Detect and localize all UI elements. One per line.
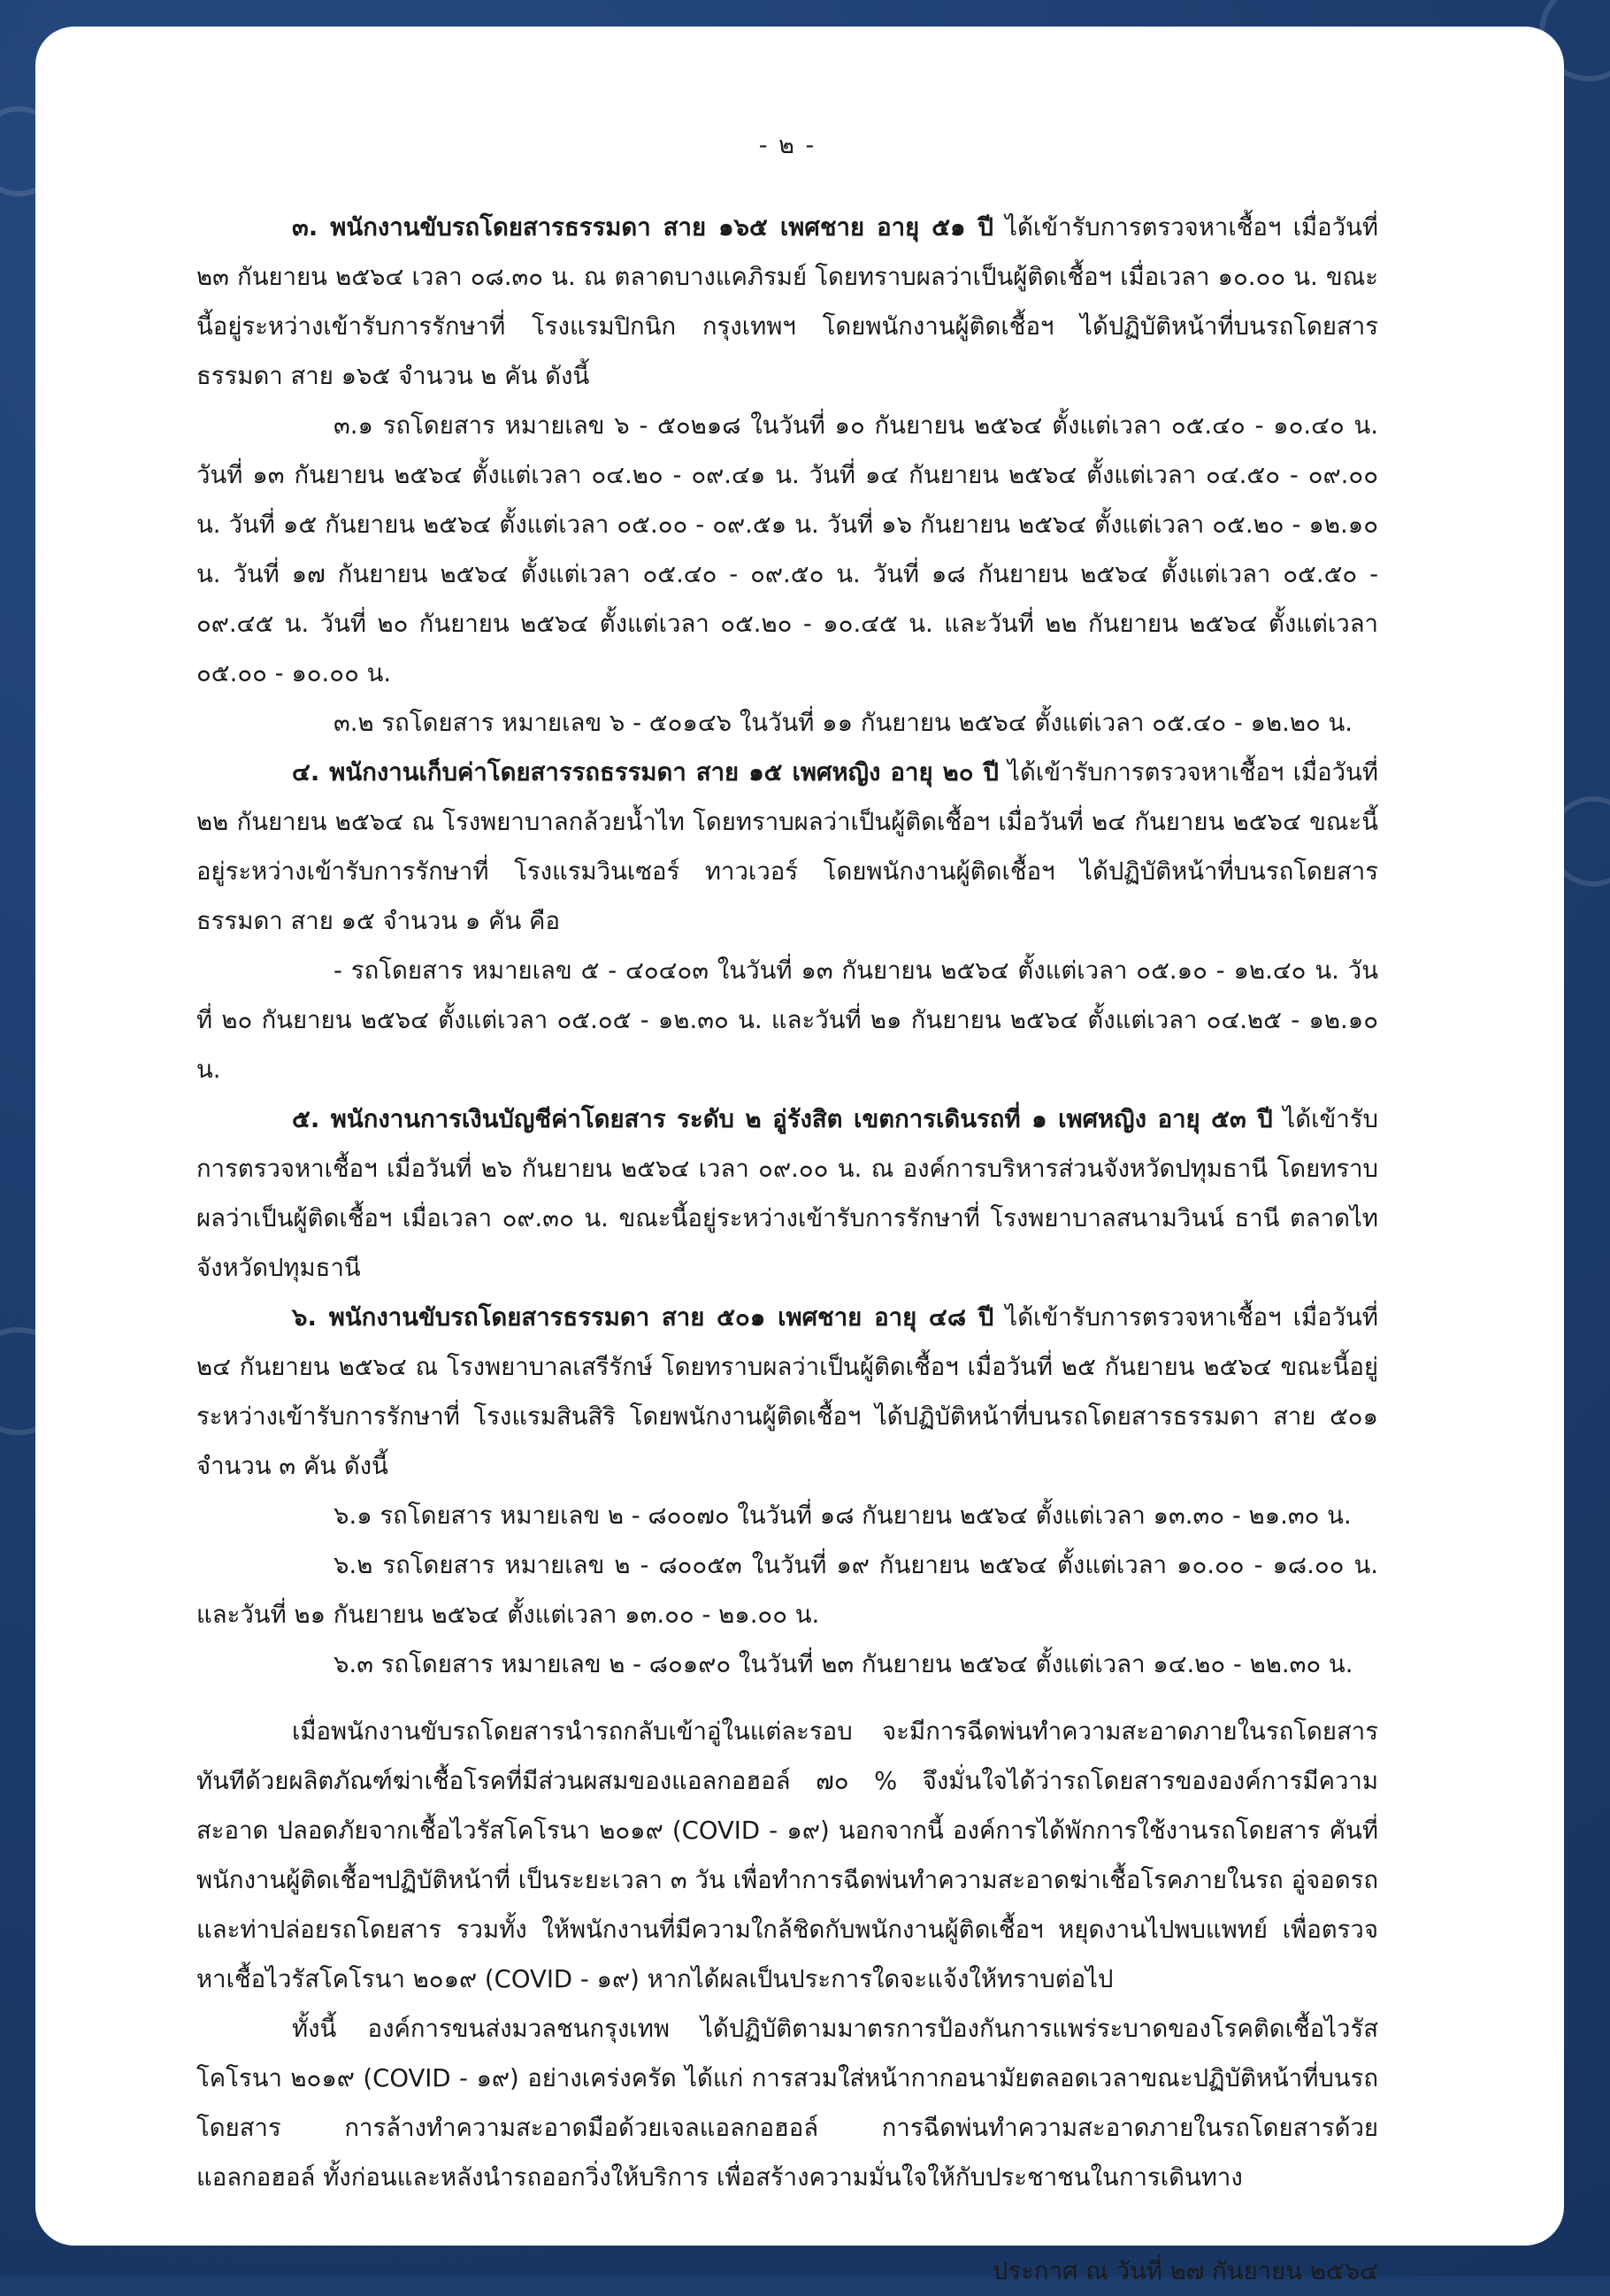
item-4-lead: ๔. พนักงานเก็บค่าโดยสารรถธรรมดา สาย ๑๕ เพศหญิง อายุ ๒๐ ปี: [292, 758, 999, 787]
item-6-lead: ๖. พนักงานขับรถโดยสารธรรมดา สาย ๕๐๑ เพศชาย อายุ ๔๘ ปี: [292, 1303, 994, 1332]
item-6-sub-2: ๖.๒ รถโดยสาร หมายเลข ๒ - ๘๐๐๕๓ ในวันที่ ๑๙ กันยายน ๒๕๖๔ ตั้งแต่เวลา ๑๐.๐๐ - ๑๘.๐๐ น. และวันที่ ๒๑ กันยายน ๒๕๖๔ ตั้งแต่เวลา ๑๓.๐๐ - ๒๑.๐๐ น.: [196, 1551, 1378, 1629]
item-4-sub-1: - รถโดยสาร หมายเลข ๕ - ๔๐๔๐๓ ในวันที่ ๑๓ กันยายน ๒๕๖๔ ตั้งแต่เวลา ๐๕.๑๐ - ๑๒.๔๐ น. วันที่ ๒๐ กันยายน ๒๕๖๔ ตั้งแต่เวลา ๐๕.๐๕ - ๑๒.๓๐ น. และวันที่ ๒๑ กันยายน ๒๕๖๔ ตั้งแต่เวลา ๐๔.๒๕ - ๑๒.๑๐ น.: [196, 956, 1378, 1084]
item-3-lead: ๓. พนักงานขับรถโดยสารธรรมดา สาย ๑๖๕ เพศชาย อายุ ๕๑ ปี: [292, 213, 993, 242]
item-3-sub-2: ๓.๒ รถโดยสาร หมายเลข ๖ - ๕๐๑๔๖ ในวันที่ ๑๑ กันยายน ๒๕๖๔ ตั้งแต่เวลา ๐๕.๔๐ - ๑๒.๒๐ น.: [334, 709, 1353, 737]
item-6-text: ได้เข้ารับการตรวจหาเชื้อฯ เมื่อวันที่ ๒๔ กันยายน ๒๕๖๔ ณ โรงพยาบาลเสรีรักษ์ โดยทราบผลว่าเป็นผู้ติดเชื้อฯ เมื่อวันที่ ๒๕ กันยายน ๒๕๖๔ ขณะนี้อยู่ระหว่างเข้ารับการรักษาที่ โรงแรมสินสิริ โดยพนักงานผู้ติดเชื้อฯ ได้ปฏิบัติหน้าที่บนรถโดยสารธรรมดา สาย ๕๐๑ จำนวน ๓ คัน ดังนี้: [196, 1303, 1378, 1480]
closing-paragraph-1: เมื่อพนักงานขับรถโดยสารนำรถกลับเข้าอู่ในแต่ละรอบ จะมีการฉีดพ่นทำความสะอาดภายในรถโดยสารทันทีด้วยผลิตภัณฑ์ฆ่าเชื้อโรคที่มีส่วนผสมของแอลกอฮอล์ ๗๐ % จึงมั่นใจได้ว่ารถโดยสารขององค์การมีความสะอาด ปลอดภัยจากเชื้อไวรัสโคโรนา ๒๐๑๙ (COVID - ๑๙) นอกจากนี้ องค์การได้พักการใช้งานรถโดยสาร คันที่พนักงานผู้ติดเชื้อฯปฏิบัติหน้าที่ เป็นระยะเวลา ๓ วัน เพื่อทำการฉีดพ่นทำความสะอาดฆ่าเชื้อโรคภายในรถ อู่จอดรถ และท่าปล่อยรถโดยสาร รวมทั้ง ให้พนักงานที่มีความใกล้ชิดกับพนักงานผู้ติดเชื้อฯ หยุดงานไปพบแพทย์ เพื่อตรวจหาเชื้อไวรัสโคโรนา ๒๐๑๙ (COVID - ๑๙) หากได้ผลเป็นประการใดจะแจ้งให้ทราบต่อไป: [196, 1717, 1378, 1993]
item-5-lead: ๕. พนักงานการเงินบัญชีค่าโดยสาร ระดับ ๒ อู่รังสิต เขตการเดินรถที่ ๑ เพศหญิง อายุ ๕๓ ปี: [292, 1105, 1273, 1133]
closing-paragraph-2: ทั้งนี้ องค์การขนส่งมวลชนกรุงเทพ ได้ปฏิบัติตามมาตรการป้องกันการแพร่ระบาดของโรคติดเชื้อไวรัสโคโรนา ๒๐๑๙ (COVID - ๑๙) อย่างเคร่งครัด ได้แก่ การสวมใส่หน้ากากอนามัยตลอดเวลาขณะปฏิบัติหน้าที่บนรถโดยสาร การล้างทำความสะอาดมือด้วยเจลแอลกอฮอล์ การฉีดพ่นทำความสะอาดภายในรถโดยสารด้วยแอลกอฮอล์ ทั้งก่อนและหลังนำรถออกวิ่งให้บริการ เพื่อสร้างความมั่นใจให้กับประชาชนในการเดินทาง: [196, 2015, 1378, 2192]
announcement-date: ประกาศ ณ วันที่ ๒๗ กันยายน ๒๕๖๔: [992, 2257, 1378, 2285]
item-4-paragraph: [196, 748, 1378, 946]
page-number: - ๒ -: [758, 132, 816, 159]
spacer: [196, 1689, 1378, 1707]
item-6-sub-1: ๖.๑ รถโดยสาร หมายเลข ๒ - ๘๐๐๗๐ ในวันที่ ๑๘ กันยายน ๒๕๖๔ ตั้งแต่เวลา ๑๓.๓๐ - ๒๑.๓๐ น.: [334, 1501, 1352, 1530]
item-6-paragraph: [196, 1293, 1378, 1491]
item-3-text: ได้เข้ารับการตรวจหาเชื้อฯ เมื่อวันที่ ๒๓ กันยายน ๒๕๖๔ เวลา ๐๘.๓๐ น. ณ ตลาดบางแคภิรมย์ โดยทราบผลว่าเป็นผู้ติดเชื้อฯ เมื่อเวลา ๑๐.๐๐ น. ขณะนี้อยู่ระหว่างเข้ารับการรักษาที่ โรงแรมปิกนิก กรุงเทพฯ โดยพนักงานผู้ติดเชื้อฯ ได้ปฏิบัติหน้าที่บนรถโดยสารธรรมดา สาย ๑๖๕ จำนวน ๒ คัน ดังนี้: [196, 213, 1378, 390]
item-6-sub-3: ๖.๓ รถโดยสาร หมายเลข ๒ - ๘๐๑๙๐ ในวันที่ ๒๓ กันยายน ๒๕๖๔ ตั้งแต่เวลา ๑๔.๒๐ - ๒๒.๓๐ น.: [334, 1650, 1353, 1678]
item-4-text: ได้เข้ารับการตรวจหาเชื้อฯ เมื่อวันที่ ๒๒ กันยายน ๒๕๖๔ ณ โรงพยาบาลกล้วยน้ำไท โดยทราบผลว่าเป็นผู้ติดเชื้อฯ เมื่อวันที่ ๒๔ กันยายน ๒๕๖๔ ขณะนี้อยู่ระหว่างเข้ารับการรักษาที่ โรงแรมวินเซอร์ ทาวเวอร์ โดยพนักงานผู้ติดเชื้อฯ ได้ปฏิบัติหน้าที่บนรถโดยสารธรรมดา สาย ๑๕ จำนวน ๑ คัน คือ: [196, 758, 1378, 935]
item-3-paragraph: [196, 203, 1378, 401]
item-5-paragraph: [196, 1094, 1378, 1293]
item-3-sub-1: ๓.๑ รถโดยสาร หมายเลข ๖ - ๕๐๒๑๘ ในวันที่ ๑๐ กันยายน ๒๕๖๔ ตั้งแต่เวลา ๐๕.๔๐ - ๑๐.๔๐ น. วันที่ ๑๓ กันยายน ๒๕๖๔ ตั้งแต่เวลา ๐๔.๒๐ - ๐๙.๔๑ น. วันที่ ๑๔ กันยายน ๒๕๖๔ ตั้งแต่เวลา ๐๔.๕๐ - ๐๙.๐๐ น. วันที่ ๑๕ กันยายน ๒๕๖๔ ตั้งแต่เวลา ๐๕.๐๐ - ๐๙.๕๑ น. วันที่ ๑๖ กันยายน ๒๕๖๔ ตั้งแต่เวลา ๐๕.๒๐ - ๑๒.๑๐ น. วันที่ ๑๗ กันยายน ๒๕๖๔ ตั้งแต่เวลา ๐๕.๔๐ - ๐๙.๕๐ น. วันที่ ๑๘ กันยายน ๒๕๖๔ ตั้งแต่เวลา ๐๕.๕๐ - ๐๙.๔๕ น. วันที่ ๒๐ กันยายน ๒๕๖๔ ตั้งแต่เวลา ๐๕.๒๐ - ๑๐.๔๕ น. และวันที่ ๒๒ กันยายน ๒๕๖๔ ตั้งแต่เวลา ๐๕.๐๐ - ๑๐.๐๐ น.: [196, 411, 1378, 687]
item-5-text: ได้เข้ารับการตรวจหาเชื้อฯ เมื่อวันที่ ๒๖ กันยายน ๒๕๖๔ เวลา ๐๙.๐๐ น. ณ องค์การบริหารส่วนจังหวัดปทุมธานี โดยทราบผลว่าเป็นผู้ติดเชื้อฯ เมื่อเวลา ๐๙.๓๐ น. ขณะนี้อยู่ระหว่างเข้ารับการรักษาที่ โรงพยาบาลสนามวินน์ ธานี ตลาดไท จังหวัดปทุมธานี: [196, 1105, 1378, 1282]
document-page: [35, 27, 1564, 2285]
